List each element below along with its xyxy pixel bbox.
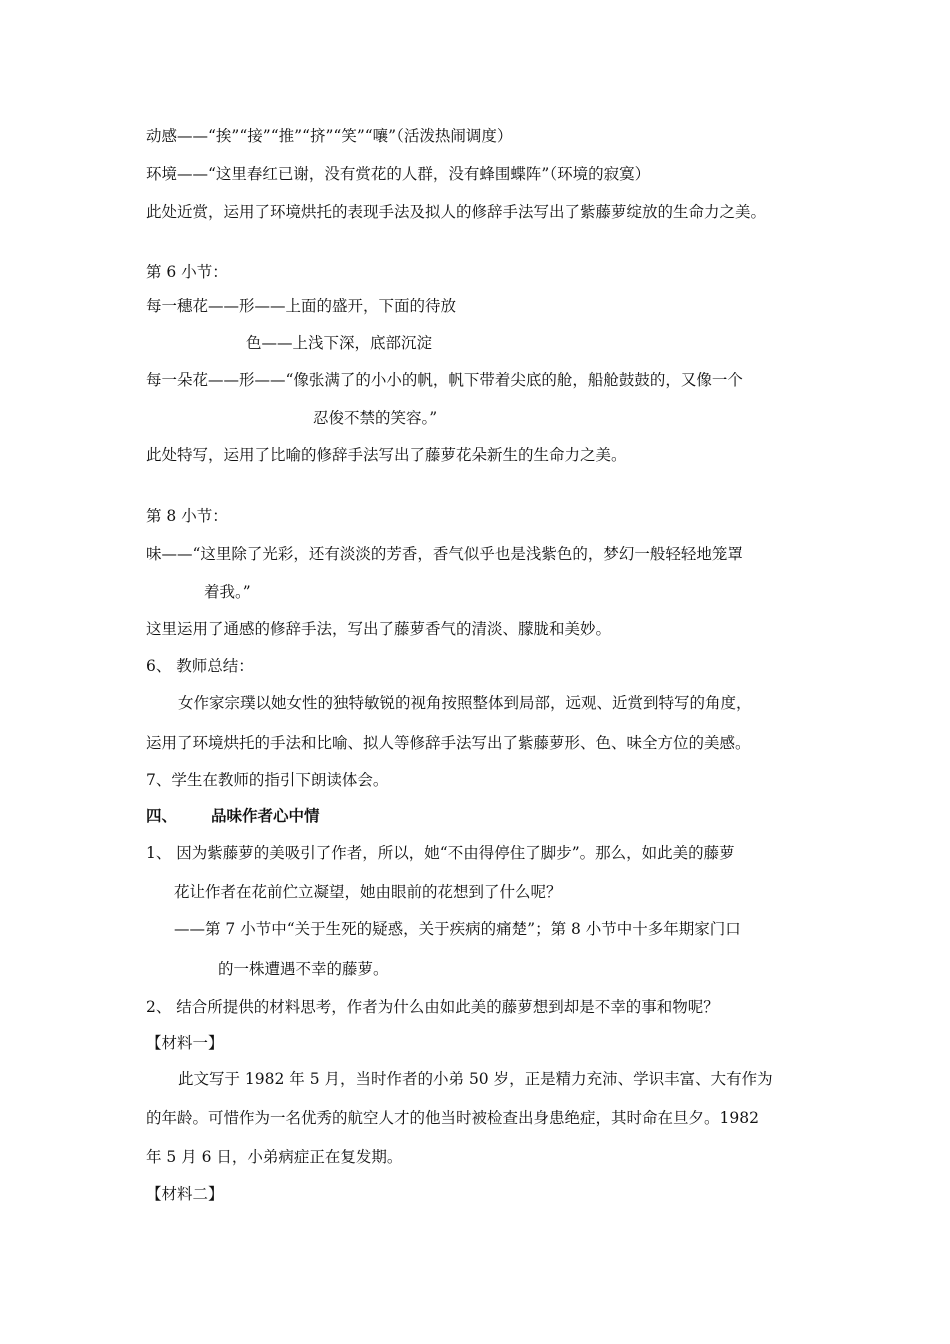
text-line: 色——上浅下深，底部沉淀: [246, 334, 433, 352]
text-line: 每一朵花——形——“像张满了的小小的帆，帆下带着尖底的舱，船舱鼓鼓的，又像一个: [146, 371, 743, 389]
paragraph-line: 年 5 月 6 日，小弟病症正在复发期。: [146, 1148, 403, 1166]
chapter-number: 四、: [146, 806, 178, 825]
text-line: 着我。”: [204, 583, 251, 601]
paragraph-line: 运用了环境烘托的手法和比喻、拟人等修辞手法写出了紫藤萝形、色、味全方位的美感。: [146, 734, 751, 752]
text-line: 动感——“挨”“接”“推”“挤”“笑”“嚷”（活泼热闹调度）: [146, 127, 513, 145]
material-label: 【材料二】: [146, 1185, 224, 1203]
text-line: 此处近赏，运用了环境烘托的表现手法及拟人的修辞手法写出了紫藤萝绽放的生命力之美。: [146, 203, 767, 221]
text-line: 忍俊不禁的笑容。”: [313, 409, 438, 427]
list-item: 6、 教师总结：: [146, 657, 254, 675]
material-label: 【材料一】: [146, 1034, 224, 1052]
list-item: 7、学生在教师的指引下朗读体会。: [146, 771, 389, 789]
paragraph-line: 的年龄。可惜作为一名优秀的航空人才的他当时被检查出身患绝症，其时命在旦夕。1982: [146, 1109, 759, 1127]
section-heading: 第 8 小节：: [146, 507, 228, 525]
list-item: 1、 因为紫藤萝的美吸引了作者，所以，她“不由得停住了脚步”。那么，如此美的藤萝: [146, 844, 735, 862]
text-line: 味——“这里除了光彩，还有淡淡的芳香，香气似乎也是浅紫色的，梦幻一般轻轻地笼罩: [146, 545, 743, 563]
text-line: 此处特写，运用了比喻的修辞手法写出了藤萝花朵新生的生命力之美。: [146, 446, 627, 464]
text-line: 花让作者在花前伫立凝望，她由眼前的花想到了什么呢？: [174, 883, 562, 901]
section-heading: 第 6 小节：: [146, 263, 228, 281]
paragraph-line: 女作家宗璞以她女性的独特敏锐的视角按照整体到局部，远观、近赏到特写的角度，: [178, 694, 752, 712]
text-line: 的一株遭遇不幸的藤萝。: [218, 960, 389, 978]
text-line: 这里运用了通感的修辞手法，写出了藤萝香气的清淡、朦胧和美妙。: [146, 620, 612, 638]
chapter-heading: 品味作者心中情: [211, 806, 320, 825]
text-line: 环境——“这里春红已谢，没有赏花的人群，没有蜂围蝶阵”（环境的寂寞）: [146, 165, 651, 183]
text-line: 每一穗花——形——上面的盛开，下面的待放: [146, 297, 457, 315]
text-line: ——第 7 小节中“关于生死的疑惑，关于疾病的痛楚”；第 8 小节中十多年期家门口: [174, 920, 741, 938]
list-item: 2、 结合所提供的材料思考，作者为什么由如此美的藤萝想到却是不幸的事和物呢？: [146, 998, 719, 1016]
paragraph-line: 此文写于 1982 年 5 月，当时作者的小弟 50 岁，正是精力充沛、学识丰富、大有作为: [178, 1070, 773, 1088]
